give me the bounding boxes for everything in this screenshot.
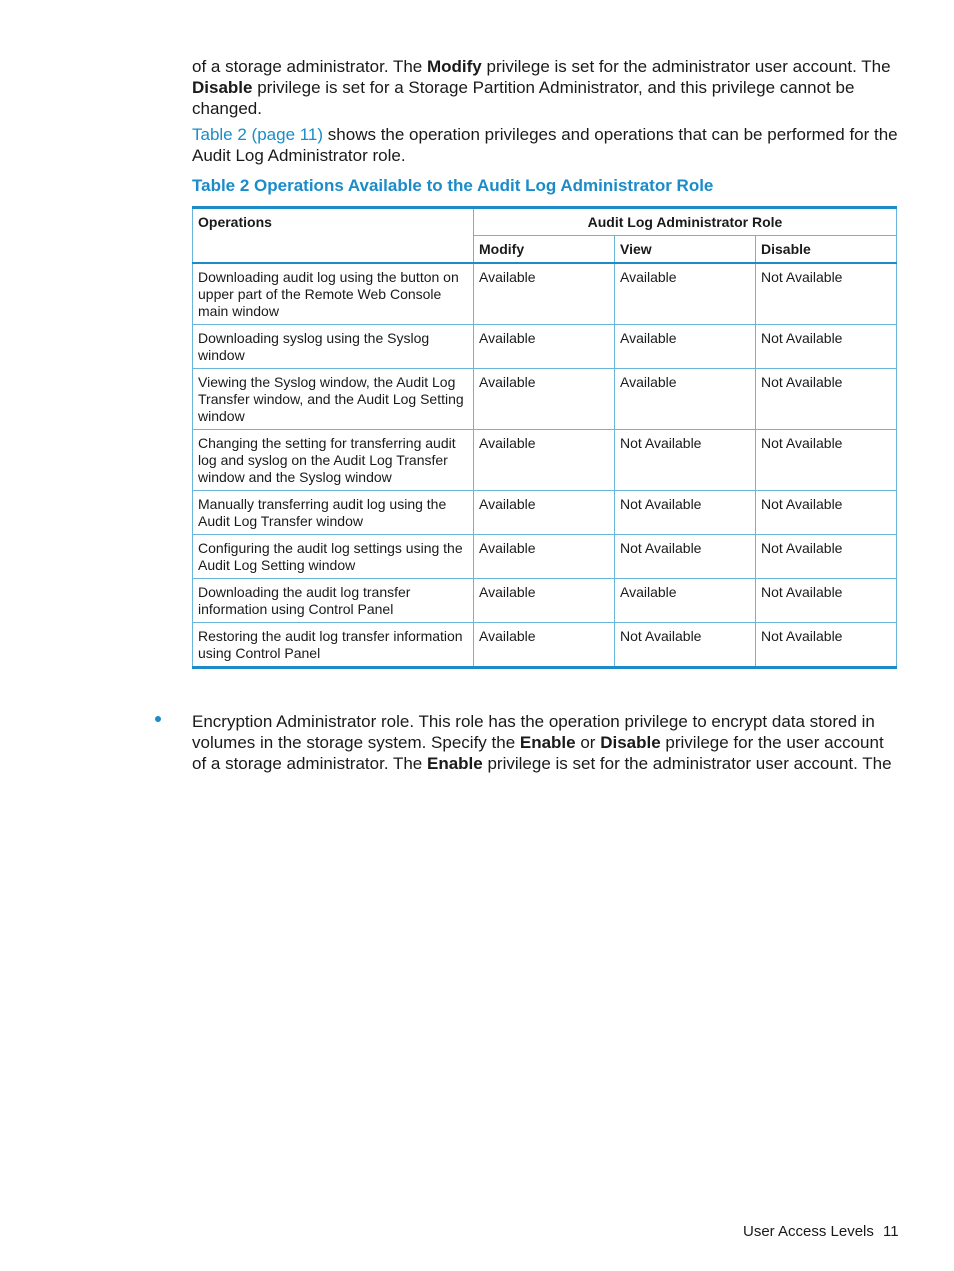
disable-cell: Not Available bbox=[756, 535, 897, 579]
disable-cell: Not Available bbox=[756, 430, 897, 491]
view-cell: Not Available bbox=[615, 623, 756, 668]
operation-cell: Downloading the audit log transfer information using Control Panel bbox=[193, 579, 474, 623]
modify-cell: Available bbox=[474, 535, 615, 579]
table-caption: Table 2 Operations Available to the Audit Log Administrator Role bbox=[192, 176, 714, 195]
operation-cell: Manually transferring audit log using the Audit Log Transfer window bbox=[193, 491, 474, 535]
modify-cell: Available bbox=[474, 263, 615, 325]
enable-keyword: Enable bbox=[519, 733, 576, 752]
disable-cell: Not Available bbox=[756, 369, 897, 430]
disable-cell: Not Available bbox=[756, 491, 897, 535]
view-cell: Available bbox=[615, 579, 756, 623]
view-cell: Available bbox=[615, 263, 756, 325]
modify-cell: Available bbox=[474, 623, 615, 668]
operation-cell: Downloading syslog using the Syslog window bbox=[193, 325, 474, 369]
header-modify: Modify bbox=[474, 236, 615, 264]
modify-cell: Available bbox=[474, 325, 615, 369]
disable-cell: Not Available bbox=[756, 325, 897, 369]
intro-paragraph-1 bbox=[192, 56, 898, 119]
table-reference-link[interactable]: Table 2 (page 11) bbox=[192, 125, 324, 144]
table-row bbox=[193, 430, 897, 491]
operation-cell: Changing the setting for transferring audit log and syslog on the Audit Log Transfer window and the Syslog window bbox=[193, 430, 474, 491]
intro-text: privilege is set for a Storage Partition Administrator, and this privilege cannot be changed. bbox=[192, 78, 855, 118]
header-disable: Disable bbox=[756, 236, 897, 264]
intro-paragraph-2 bbox=[192, 124, 898, 166]
header-audit-log-role: Audit Log Administrator Role bbox=[474, 208, 897, 236]
intro-text: privilege is set for the administrator user account. The bbox=[481, 57, 891, 76]
bullet-text: or bbox=[575, 733, 601, 752]
table-row bbox=[193, 579, 897, 623]
modify-cell: Available bbox=[474, 369, 615, 430]
view-cell: Not Available bbox=[615, 491, 756, 535]
modify-cell: Available bbox=[474, 430, 615, 491]
header-operations: Operations bbox=[193, 208, 474, 264]
operation-cell: Viewing the Syslog window, the Audit Log Transfer window, and the Audit Log Setting window bbox=[193, 369, 474, 430]
intro-text: of a storage administrator. The bbox=[192, 57, 427, 76]
disable-cell: Not Available bbox=[756, 623, 897, 668]
disable-keyword: Disable bbox=[192, 78, 253, 97]
enable-keyword: Enable bbox=[426, 754, 483, 773]
footer-page-number: 11 bbox=[883, 1223, 899, 1240]
table-row bbox=[193, 535, 897, 579]
view-cell: Not Available bbox=[615, 430, 756, 491]
view-cell: Available bbox=[615, 325, 756, 369]
operations-table bbox=[192, 206, 897, 669]
table-row bbox=[193, 263, 897, 325]
table-row bbox=[193, 325, 897, 369]
bullet-text: privilege for the user account of a storage administrator. The bbox=[192, 733, 884, 773]
operation-cell: Configuring the audit log settings using the Audit Log Setting window bbox=[193, 535, 474, 579]
modify-keyword: Modify bbox=[426, 57, 482, 76]
modify-cell: Available bbox=[474, 579, 615, 623]
bullet-text: privilege is set for the administrator user account. The bbox=[482, 754, 892, 773]
table-row bbox=[193, 491, 897, 535]
modify-cell: Available bbox=[474, 491, 615, 535]
disable-cell: Not Available bbox=[756, 263, 897, 325]
encryption-admin-bullet bbox=[192, 711, 898, 774]
operation-cell: Downloading audit log using the button on upper part of the Remote Web Console main window bbox=[193, 263, 474, 325]
view-cell: Available bbox=[615, 369, 756, 430]
table-row bbox=[193, 623, 897, 668]
disable-keyword: Disable bbox=[600, 733, 661, 752]
header-view: View bbox=[615, 236, 756, 264]
table-row bbox=[193, 369, 897, 430]
bullet-text: Encryption Administrator role. This role has the operation privilege to encrypt data stored in volumes in the storage system. Specify the bbox=[192, 712, 875, 752]
footer-section-title: User Access Levels bbox=[743, 1223, 874, 1240]
view-cell: Not Available bbox=[615, 535, 756, 579]
operation-cell: Restoring the audit log transfer information using Control Panel bbox=[193, 623, 474, 668]
disable-cell: Not Available bbox=[756, 579, 897, 623]
intro-text: shows the operation privileges and operations that can be performed for the Audit Log Administrator role. bbox=[192, 125, 898, 165]
bullet-icon bbox=[155, 716, 161, 722]
